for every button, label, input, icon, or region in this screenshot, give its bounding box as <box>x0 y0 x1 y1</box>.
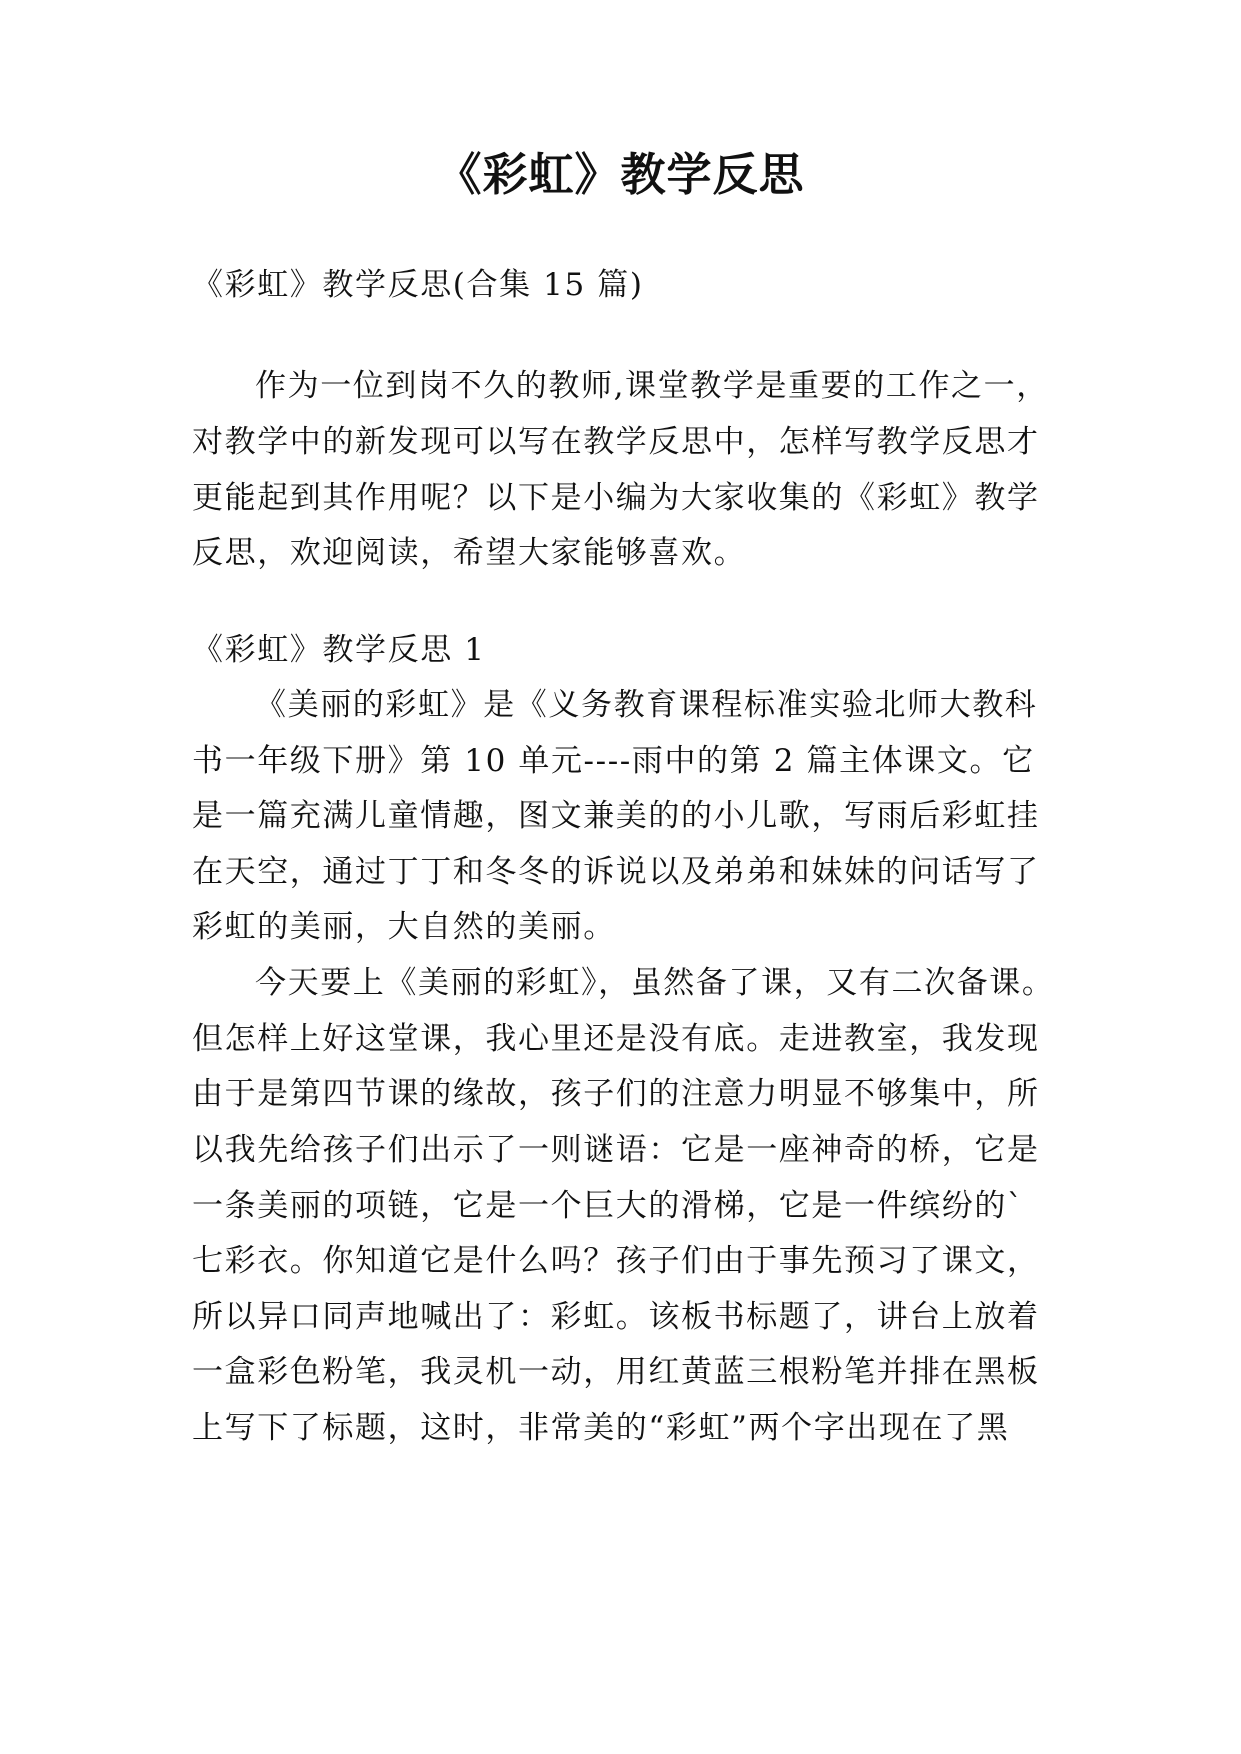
paragraph-line: 《美丽的彩虹》是《义务教育课程标准实验北师大教科 <box>255 687 1038 723</box>
paragraph-line: 所以异口同声地喊出了：彩虹。该板书标题了，讲台上放着 <box>192 1299 1040 1335</box>
paragraph-line: 彩虹的美丽，大自然的美丽。 <box>192 909 616 945</box>
document-title: 《彩虹》教学反思 <box>436 148 805 201</box>
intro-line: 作为一位到岗不久的教师,课堂教学是重要的工作之一， <box>255 368 1049 404</box>
intro-line: 对教学中的新发现可以写在教学反思中，怎样写教学反思才 <box>192 424 1040 460</box>
section-heading: 《彩虹》教学反思 1 <box>192 632 486 668</box>
paragraph-line: 以我先给孩子们出示了一则谜语：它是一座神奇的桥，它是 <box>192 1132 1040 1168</box>
paragraph-line: 一盒彩色粉笔，我灵机一动，用红黄蓝三根粉笔并排在黑板 <box>192 1354 1040 1390</box>
intro-line: 更能起到其作用呢？以下是小编为大家收集的《彩虹》教学 <box>192 480 1040 516</box>
document-subtitle: 《彩虹》教学反思(合集 15 篇) <box>192 267 644 303</box>
paragraph-line: 但怎样上好这堂课，我心里还是没有底。走进教室，我发现 <box>192 1021 1040 1057</box>
paragraph-line: 上写下了标题，这时，非常美的“彩虹”两个字出现在了黑 <box>192 1410 1010 1446</box>
paragraph-line: 七彩衣。你知道它是什么吗？孩子们由于事先预习了课文， <box>192 1243 1040 1279</box>
intro-line: 反思，欢迎阅读，希望大家能够喜欢。 <box>192 535 747 571</box>
paragraph-line: 在天空，通过丁丁和冬冬的诉说以及弟弟和妹妹的问话写了 <box>192 854 1040 890</box>
paragraph-line: 一条美丽的项链，它是一个巨大的滑梯，它是一件缤纷的` <box>192 1188 1025 1224</box>
paragraph-line: 书一年级下册》第 10 单元----雨中的第 2 篇主体课文。它 <box>192 743 1035 779</box>
paragraph-line: 今天要上《美丽的彩虹》，虽然备了课，又有二次备课。 <box>255 965 1055 1001</box>
paragraph-line: 由于是第四节课的缘故，孩子们的注意力明显不够集中，所 <box>192 1076 1040 1112</box>
paragraph-line: 是一篇充满儿童情趣，图文兼美的的小儿歌，写雨后彩虹挂 <box>192 798 1040 834</box>
